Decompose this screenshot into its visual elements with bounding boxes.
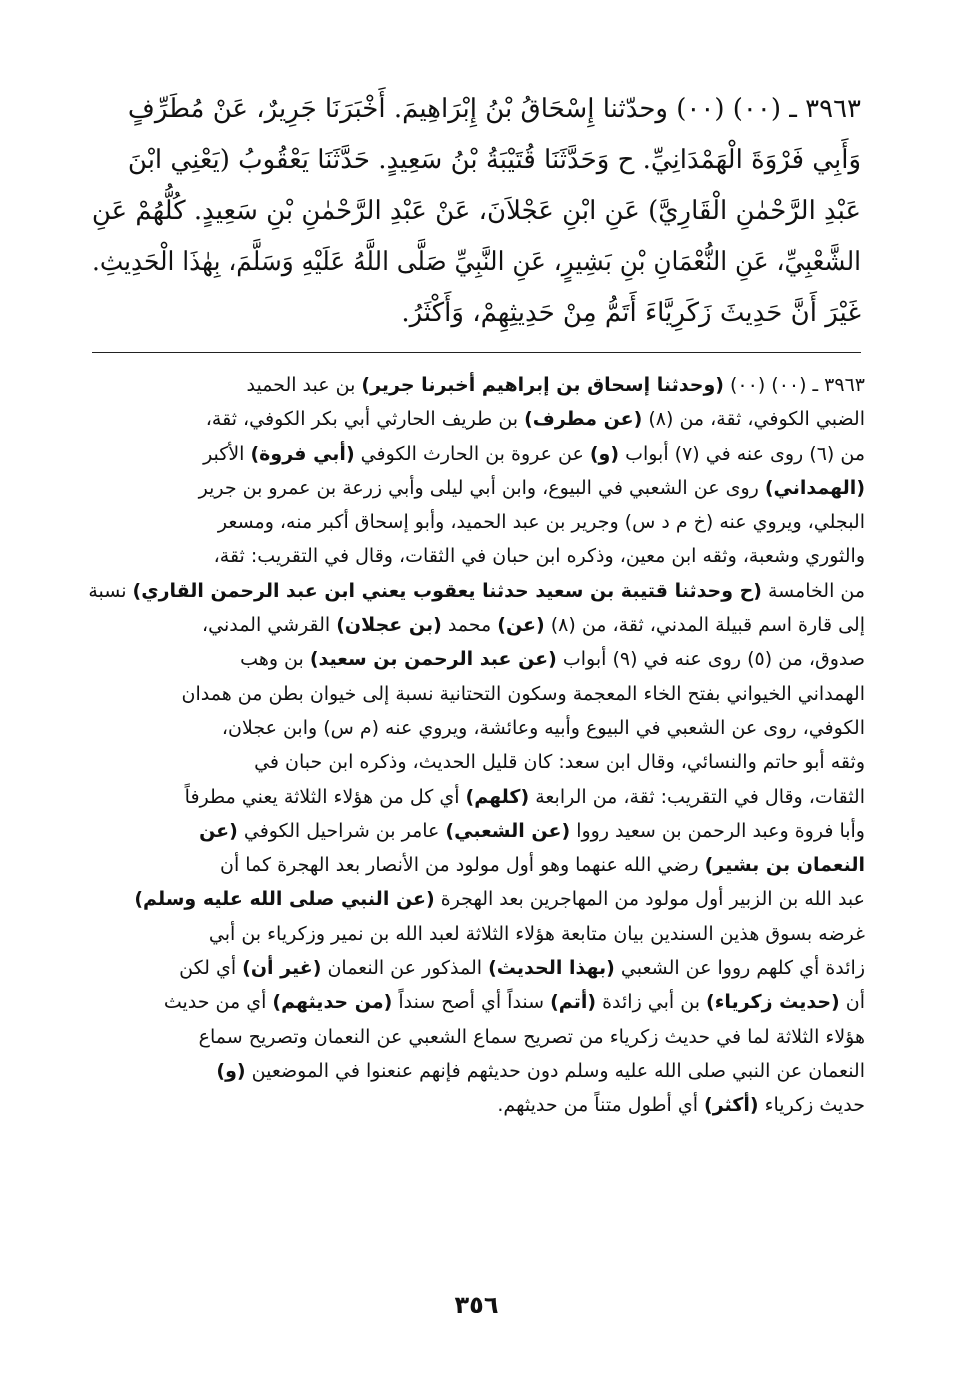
hadith-line: ٣٩٦٣ ـ (٠٠) (٠٠) وحدّثنا إِسْحَاقُ بْنُ إِبْرَاهِيمَ. أَخْبَرَنَا جَرِيرٌ، عَنْ مُطَرِّفٍ	[127, 94, 861, 124]
commentary-bold-segment: (عن	[199, 819, 238, 842]
hadith-line: وَأَبِي فَرْوَةَ الْهَمْدَانِيِّ. ح وَحَدَّثَنَا قُتَيْبَةُ بْنُ سَعِيدٍ. حَدَّثَنَا يَعْقُوبُ (يَعْنِي ابْنَ	[127, 145, 861, 175]
commentary-segment: بن أبي زائدة	[596, 991, 707, 1014]
commentary-segment: حديث زكرياء	[758, 1094, 865, 1117]
commentary-segment: بن عبد الحميد	[246, 374, 362, 396]
commentary-segment: بن وهب	[240, 648, 310, 671]
commentary-bold-segment: (كلهم)	[465, 785, 530, 808]
commentary-line	[88, 539, 865, 573]
commentary-segment: الضبي الكوفي، ثقة، من (٨)	[642, 408, 865, 431]
commentary-bold-segment: (أتم)	[550, 991, 597, 1014]
commentary-line	[88, 985, 865, 1019]
commentary-segment: النعمان عن النبي صلى الله عليه وسلم دون حديثهم فإنهم عنعنوا في الموضعين	[245, 1059, 865, 1082]
separator-line	[92, 352, 861, 353]
commentary-segment: الثقات، وقال في التقريب: ثقة، من الرابعة	[529, 785, 865, 808]
commentary-bold-segment: (وحدثنا إسحاق بن إبراهيم أخبرنا جرير)	[361, 374, 724, 396]
hadith-line: غَيْرَ أَنَّ حَدِيثَ زَكَرِيَّاءَ أَتَمُّ مِنْ حَدِيثِهِمْ، وَأَكْثَرُ.	[401, 298, 861, 328]
commentary-segment: صدوق، من (٥) روى عنه في (٩) أبواب	[556, 648, 865, 671]
commentary-bold-segment: (عن الشعبي)	[445, 819, 571, 842]
commentary-text	[88, 368, 865, 1268]
commentary-segment: عن عروة بن الحارث الكوفي	[354, 442, 590, 465]
hadith-text	[92, 84, 861, 334]
commentary-line	[88, 677, 865, 711]
commentary-bold-segment: (بن عجلان)	[336, 614, 442, 637]
commentary-bold-segment: (و)	[216, 1059, 246, 1082]
commentary-bold-segment: (أكثر)	[704, 1094, 759, 1117]
commentary-segment: نسبة	[88, 579, 133, 602]
commentary-segment: هؤلاء الثلاثة لما في حديث زكرياء من تصريح سماع الشعبي عن النعمان وتصريح سماع	[198, 1025, 865, 1048]
commentary-segment: إلى قارة اسم قبيلة المدني، ثقة، من (٨)	[544, 614, 865, 637]
commentary-bold-segment: (ح وحدثنا قتيبة بن سعيد حدثنا يعقوب يعني ابن عبد الرحمن القاري)	[132, 579, 762, 602]
commentary-line	[88, 745, 865, 779]
commentary-line	[88, 471, 865, 505]
commentary-line	[88, 1088, 865, 1122]
commentary-line	[88, 368, 865, 402]
commentary-segment: وأبا فروة وعبد الرحمن بن سعيد رووا	[570, 819, 865, 842]
commentary-line	[88, 437, 865, 471]
commentary-bold-segment: النعمان بن بشير)	[704, 854, 865, 877]
commentary-segment: أي كل من هؤلاء الثلاثة يعني مطرفاً	[184, 785, 466, 808]
commentary-segment: رضي الله عنهما وهو أول مولود من الأنصار بعد الهجرة كما أن	[220, 854, 705, 877]
commentary-line	[88, 402, 865, 436]
commentary-segment: سنداً أي أصح سنداً	[392, 991, 551, 1014]
commentary-bold-segment: (عن)	[497, 614, 545, 637]
commentary-line	[88, 780, 865, 814]
commentary-line	[88, 505, 865, 539]
commentary-segment: من الخامسة	[761, 579, 865, 602]
commentary-line	[88, 882, 865, 916]
commentary-segment: أي أطول متناً من حديثهم.	[497, 1094, 705, 1117]
commentary-segment: الأكبر	[203, 442, 251, 465]
commentary-segment: الهمداني الخيواني بفتح الخاء المعجمة وسكون التحتانية نسبة إلى خيوان بطن من همدان	[181, 682, 865, 705]
commentary-segment: عبد الله بن الزبير أول مولود من المهاجرين بعد الهجرة	[434, 888, 865, 911]
commentary-segment: بن طريف الحارثي أبي بكر الكوفي، ثقة،	[205, 408, 525, 431]
commentary-bold-segment: (عن مطرف)	[524, 408, 643, 431]
commentary-line	[88, 1020, 865, 1054]
commentary-bold-segment: (عن عبد الرحمن بن سعيد)	[309, 648, 557, 671]
commentary-bold-segment: (بهذا الحديث)	[488, 957, 615, 980]
commentary-bold-segment: (عن النبي صلى الله عليه وسلم)	[134, 888, 435, 911]
commentary-bold-segment: (الهمداني)	[764, 476, 865, 499]
commentary-segment: والثوري وشعبة، وثقه ابن معين، وذكره ابن حبان في الثقات، وقال في التقريب: ثقة،	[213, 545, 865, 568]
commentary-line	[88, 848, 865, 882]
commentary-segment: روى عن الشعبي في البيوع، وابن أبي ليلى وأبي زرعة بن عمرو بن جرير	[198, 476, 765, 499]
commentary-segment: من (٦) روى عنه في (٧) أبواب	[619, 442, 865, 465]
commentary-line	[88, 1054, 865, 1088]
hadith-line: الشَّعْبِيِّ، عَنِ النُّعْمَانِ بْنِ بَشِيرٍ، عَنِ النَّبِيِّ صَلَّى اللَّهُ عَلَيْهِ وَسَلَّمَ، بِهٰذَا الْحَدِيثِ.	[92, 247, 861, 277]
commentary-bold-segment: (و)	[589, 442, 620, 465]
commentary-line	[88, 951, 865, 985]
commentary-segment: أي لكن	[179, 957, 243, 980]
page-number: ٣٥٦	[454, 1291, 499, 1319]
commentary-segment: أي من حديث	[163, 991, 273, 1014]
commentary-segment: ٣٩٦٣ ـ (٠٠) (٠٠)	[723, 374, 865, 396]
commentary-segment: القرشي المدني،	[201, 614, 337, 637]
commentary-segment: محمد	[441, 614, 498, 637]
commentary-bold-segment: (من حديثهم)	[272, 991, 393, 1014]
commentary-bold-segment: (أبي فروة)	[250, 442, 355, 465]
commentary-segment: زائدة أي كلهم رووا عن الشعبي	[614, 957, 865, 980]
hadith-line: عَبْدِ الرَّحْمٰنِ الْقَارِيَّ) عَنِ ابْنِ عَجْلاَنَ، عَنْ عَبْدِ الرَّحْمٰنِ بْنِ سَعِيدٍ. كُلُّهُمْ عَنِ	[92, 196, 861, 226]
commentary-segment: البجلي، ويروي عنه (خ م د س) وجرير بن عبد الحميد، وأبو إسحاق أكبر منه، ومسعر	[217, 511, 865, 534]
commentary-segment: وثقه أبو حاتم والنسائي، وقال ابن سعد: كان قليل الحديث، وذكره ابن حبان في	[254, 751, 865, 774]
commentary-bold-segment: (حديث زكرياء)	[706, 991, 840, 1014]
commentary-segment: الكوفي، روى عن الشعبي في البيوع وأبيه وعائشة، ويروي عنه (م س) وابن عجلان،	[221, 716, 865, 739]
commentary-segment: عامر بن شراحيل الكوفي	[237, 819, 446, 842]
commentary-line	[88, 814, 865, 848]
commentary-segment: غرضه بسوق هذين السندين بيان متابعة هؤلاء الثلاثة لعبد الله بن نمير وزكرياء بن أبي	[208, 922, 865, 945]
commentary-segment: المذكور عن النعمان	[321, 957, 489, 980]
commentary-bold-segment: (غير أن)	[242, 957, 322, 980]
commentary-line	[88, 917, 865, 951]
commentary-line	[89, 574, 865, 608]
commentary-line	[88, 608, 865, 642]
commentary-segment: أن	[839, 991, 865, 1014]
commentary-line	[88, 711, 865, 745]
commentary-line	[88, 642, 865, 676]
